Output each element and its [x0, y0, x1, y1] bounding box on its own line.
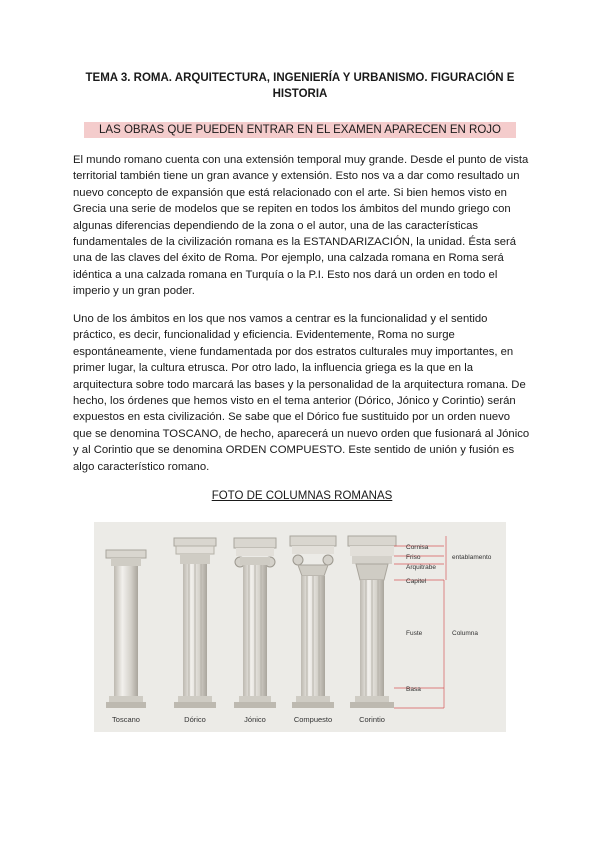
column-dorico	[174, 538, 216, 708]
label-fuste: Fuste	[406, 630, 423, 637]
column-jonico	[234, 538, 276, 708]
column-name-dorico: Dórico	[184, 715, 206, 724]
page-title: TEMA 3. ROMA. ARQUITECTURA, INGENIERÍA Y URBANISMO. FIGURACIÓN E HISTORIA	[85, 72, 515, 100]
column-name-compuesto: Compuesto	[293, 715, 333, 724]
exam-notice: LAS OBRAS QUE PUEDEN ENTRAR EN EL EXAMEN APARECEN EN ROJO	[84, 122, 516, 138]
label-columna: Columna	[452, 630, 479, 637]
column-name-jonico: Jónico	[244, 715, 266, 724]
label-capitel: Capitel	[406, 578, 427, 585]
paragraph-1: El mundo romano cuenta con una extensión temporal muy grande. Desde el punto de vista territorial también tiene un gran avance y extensión. Esto nos va a dar como resultado un nuevo concepto de expansión que está relacionado con el arte. Si bien hemos visto en Grecia una serie de modelos que se repiten en todos los ámbitos del mundo griego con algunas diferencias dependiendo de la zona o el autor, una de las características fundamentales de la civilización romana es la ESTANDARIZACIÓN, la unidad. Ésta será una de las claves del éxito de Roma. Por ejemplo, una calzada romana en Roma será idéntica a una calzada romana en Turquía o la P.I. Esto nos dará un orden en todo el imperio y un gran poder.	[73, 154, 529, 298]
roman-columns-figure	[94, 522, 506, 732]
paragraph-2: Uno de los ámbitos en los que nos vamos a centrar es la funcionalidad y el sentido práctico, es decir, funcionalidad y eficiencia. Evidentemente, Roma no surge espontáneamente, viene fundamentada por dos estratos culturales muy importantes, en primer lugar, la cultura etrusca. Por otro lado, la influencia griega es la que en la arquitectura sobre todo marcará las bases y la personalidad de la arquitectura romana. De hecho, los órdenes que hemos visto en el tema anterior (Dórico, Jónico y Corintio) serán expuestos en esta civilización. Se sabe que el Dórico fue sustituido por un orden nuevo que se denomina TOSCANO, de hecho, aparecerá un nuevo orden que fusionará al Jónico y al Corintio que se denomina ORDEN COMPUESTO. Este sentido de unión y fusión es algo característico romano.	[73, 313, 530, 473]
column-name-corintio: Corintio	[359, 715, 385, 724]
columns-illustration	[94, 522, 506, 732]
column-corintio	[348, 536, 396, 708]
label-entablamento: entablamento	[452, 554, 492, 561]
label-cornisa: Cornisa	[406, 544, 429, 551]
label-arquitrabe: Arquitrabe	[406, 564, 436, 571]
label-friso: Friso	[406, 554, 421, 561]
column-name-toscano: Toscano	[112, 715, 140, 724]
label-basa: Basa	[406, 686, 421, 693]
figure-caption: FOTO DE COLUMNAS ROMANAS	[211, 490, 393, 502]
part-guides	[394, 536, 446, 708]
column-toscano	[106, 550, 146, 708]
column-compuesto	[290, 536, 336, 708]
